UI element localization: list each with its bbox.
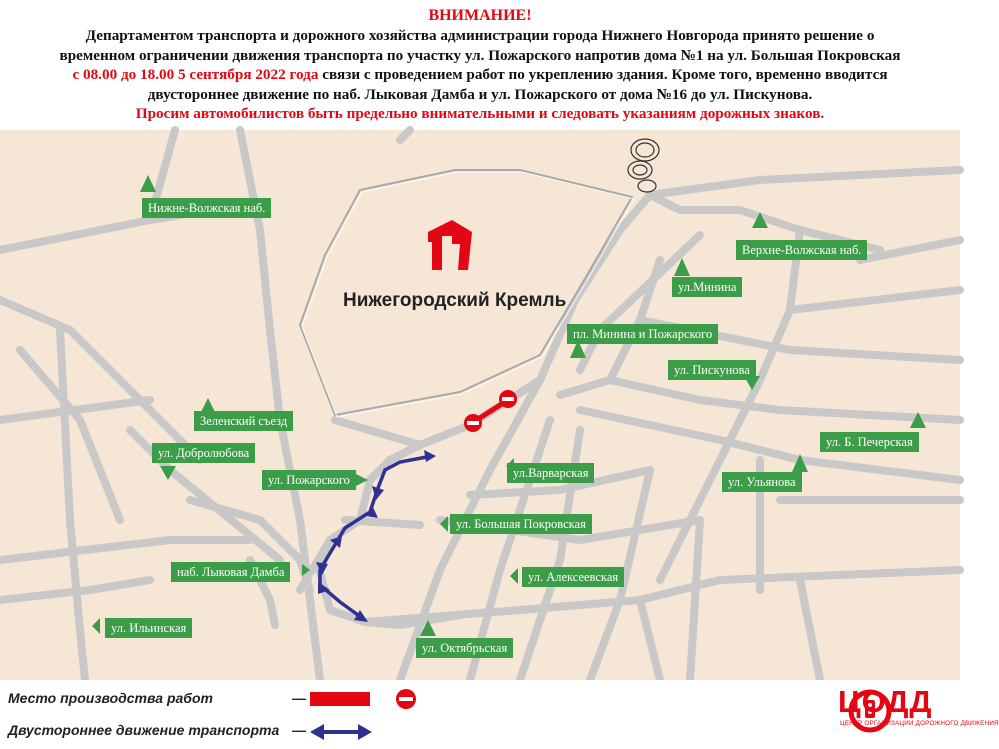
notice-line-3 (0, 65, 960, 85)
label-oktyabrskaya: ул. Октябрьская (416, 638, 513, 658)
label-minina: ул.Минина (672, 277, 742, 297)
label-verkhne-volzhskaya: Верхне-Волжская наб. (736, 240, 867, 260)
label-minina-pozharskogo-square: пл. Минина и Пожарского (567, 324, 718, 344)
label-ulyanova: ул. Ульянова (722, 472, 802, 492)
label-nizhne-volzhskaya: Нижне-Волжская наб. (142, 198, 271, 218)
label-ilyinskaya: ул. Ильинская (105, 618, 192, 638)
notice-line-3-rest: связи с проведением работ по укреплению здания. Кроме того, временно вводится (318, 66, 888, 83)
legend-works-site-label: Место производства работ (8, 690, 213, 706)
legend-two-way-dash: — (292, 722, 306, 738)
label-lykovaya-damba: наб. Лыковая Дамба (171, 562, 290, 582)
label-dobrolyubova: ул. Добролюбова (152, 443, 255, 463)
kremlin-name: Нижегородский Кремль (343, 290, 567, 311)
label-piskunova: ул. Пискунова (668, 360, 756, 380)
notice-line-4: двустороннее движение по наб. Лыковая Дамба и ул. Пожарского от дома №16 до ул. Пискунова. (147, 85, 813, 103)
brand-subtitle: ЦЕНТР ОРГАНИЗАЦИИ ДОРОЖНОГО ДВИЖЕНИЯ (840, 720, 999, 727)
notice-line-1: Департаментом транспорта и дорожного хозяйства администрации города Нижнего Новгорода принято решение о (85, 27, 875, 44)
notice-line-5: Просим автомобилистов быть предельно внимательными и следовать указаниям дорожных знаков. (135, 105, 825, 122)
chkalov-stairs-icon (628, 139, 659, 192)
notice-title: ВНИМАНИЕ! (428, 7, 532, 24)
legend-two-way-arrow-icon (310, 720, 372, 744)
label-varvarskaya: ул.Варварская (507, 463, 594, 483)
notice-header (0, 0, 960, 130)
notice-line-2: временном ограничении движения транспорта по участку ул. Пожарского напротив дома №1 на ул. Большая Покровская (59, 46, 901, 64)
label-b-pecherskaya: ул. Б. Печерская (820, 432, 919, 452)
label-alekseevskaya: ул. Алексеевская (522, 567, 624, 587)
label-zelensky-sezd: Зеленский съезд (194, 411, 293, 431)
legend-works-symbols (310, 688, 420, 714)
map[interactable] (0, 130, 960, 680)
works-site-marker (464, 390, 517, 432)
legend-works-dash: — (292, 690, 306, 706)
notice-time-range: с 08.00 до 18.00 5 сентября 2022 года (72, 66, 319, 83)
label-pozharskogo: ул. Пожарского (262, 470, 356, 490)
legend-closure-bar (310, 692, 370, 706)
brand-name: ЦОДД (838, 684, 933, 719)
legend-two-way-label: Двустороннее движение транспорта (8, 722, 280, 738)
label-bolshaya-pokrovskaya: ул. Большая Покровская (450, 514, 592, 534)
